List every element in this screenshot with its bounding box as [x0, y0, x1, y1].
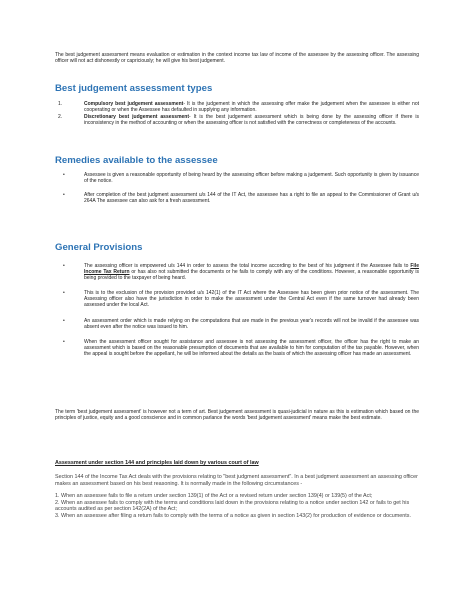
section-title: Assessment under section 144 and principles laid down by various court of law [55, 460, 259, 466]
bullet-icon: • [63, 290, 65, 297]
bullet-icon: • [63, 317, 65, 324]
list-item: 1. Compulsory best judgement assessment- It is the judgement in which the assessing offer make the judgement when the assessee is either not cooperating or when the Assessee has defaulted in supplying any information. [58, 101, 419, 114]
provisions-list [55, 263, 419, 357]
list-item: • This is to the exclusion of the provision provided u/s 142(1) of the IT Act where the Assessee has been given prior notice of the assessment. The Assessing officer also have the jurisdiction in order to make the assessment under the Central Act even if the same turnover had already been assessed under the local Act. [63, 290, 419, 309]
bullet-icon: • [63, 192, 65, 199]
heading-provisions: General Provisions [55, 242, 143, 253]
bullet-icon: • [63, 172, 65, 178]
section-point: 1. When an assessee fails to file a return under section 139(1) of the Act or a revised return under section 139(4) or 139(5) of the Act; [55, 493, 373, 500]
section-paragraph: Section 144 of the Income Tax Act deals with the provisions relating to "best judgment assessment". In a best judgment assessment an assessing officer makes an assessment based on his best reasoning. It is normally made in the following circumstances - [55, 474, 418, 487]
heading-types: Best judgement assessment types [55, 83, 213, 94]
bullet-icon: • [63, 338, 65, 345]
list-item: • After completion of the best judgment assessment u/s 144 of the IT Act, the assessee has a right to file an appeal to the Commissioner of Grant u/s 264A The assessee can also ask for a fresh assessment. [63, 192, 419, 205]
heading-remedies: Remedies available to the assessee [55, 155, 218, 166]
section-body [55, 474, 419, 520]
intro-paragraph: The best judgement assessment means evaluation or estimation in the context income tax law of income of the assessee by the assessing officer. The assessing officer will not act dishonestly or capriciously; he will give his best judgement. [55, 52, 419, 65]
file-income-tax-return-link[interactable]: File Income Tax Return [84, 263, 419, 276]
list-item: • When the assessment officer sought for assistance and assessee is not assessing the assessment officer, the officer has the right to make an assessment which is based on the reasonable presumption of documents that are available to him for computation of the tax payable. However, when the appeal is sought before the appellant, he will be informed about the details as the basis of which the assessing officer has made an assessment. [63, 338, 419, 357]
term-paragraph: The term 'best judgement assessment' is however not a term of art. Best judgement assessment is quasi-judicial in nature as this is estimation which based on the principles of justice, equity and a good conscience and in common parlance the words 'best judgement assessment' means make the best estimate. [55, 409, 419, 422]
types-list [55, 101, 419, 127]
section-point: 2. When an assessee fails to comply with the terms and conditions laid down in the provisions relating to a notice under section 142 or fails to get his accounts audited as per section 142(2A) of the Act; [55, 499, 410, 513]
list-item: 2. Discretionary best judgement assessment- It is the best judgement assessment which is being done by the assessing officer if there is inconsistency in the method of accounting or when the assessing officer is not satisfied with the correctness or completeness of the accounts. [58, 114, 419, 127]
section-point: 3. When an assessee after filing a return fails to comply with the terms of a notice as given in section 143(2) for production of evidence or documents. [55, 512, 411, 519]
bullet-icon: • [63, 263, 65, 269]
remedies-list [55, 172, 419, 204]
list-item: • The assessing officer is empowered u/s 144 in order to assess the total income according to the best of his judgment if the Assessee fails to File Income Tax Return or has also not submitted the documents or he fails to comply with any of the conditions. However, a reasonable opportunity is being provided to the taxpayer of being heard. [63, 263, 419, 282]
list-item: • An assessment order which is made relying on the computations that are made in the previous year's records will not be invalid if the assessee was absent even after the notice was issued to him. [63, 317, 419, 330]
list-item: • Assessee is given a reasonable opportunity of being heard by the assessing officer before making a judgement. Such opportunity is given by issuance of the notice. [63, 172, 419, 185]
